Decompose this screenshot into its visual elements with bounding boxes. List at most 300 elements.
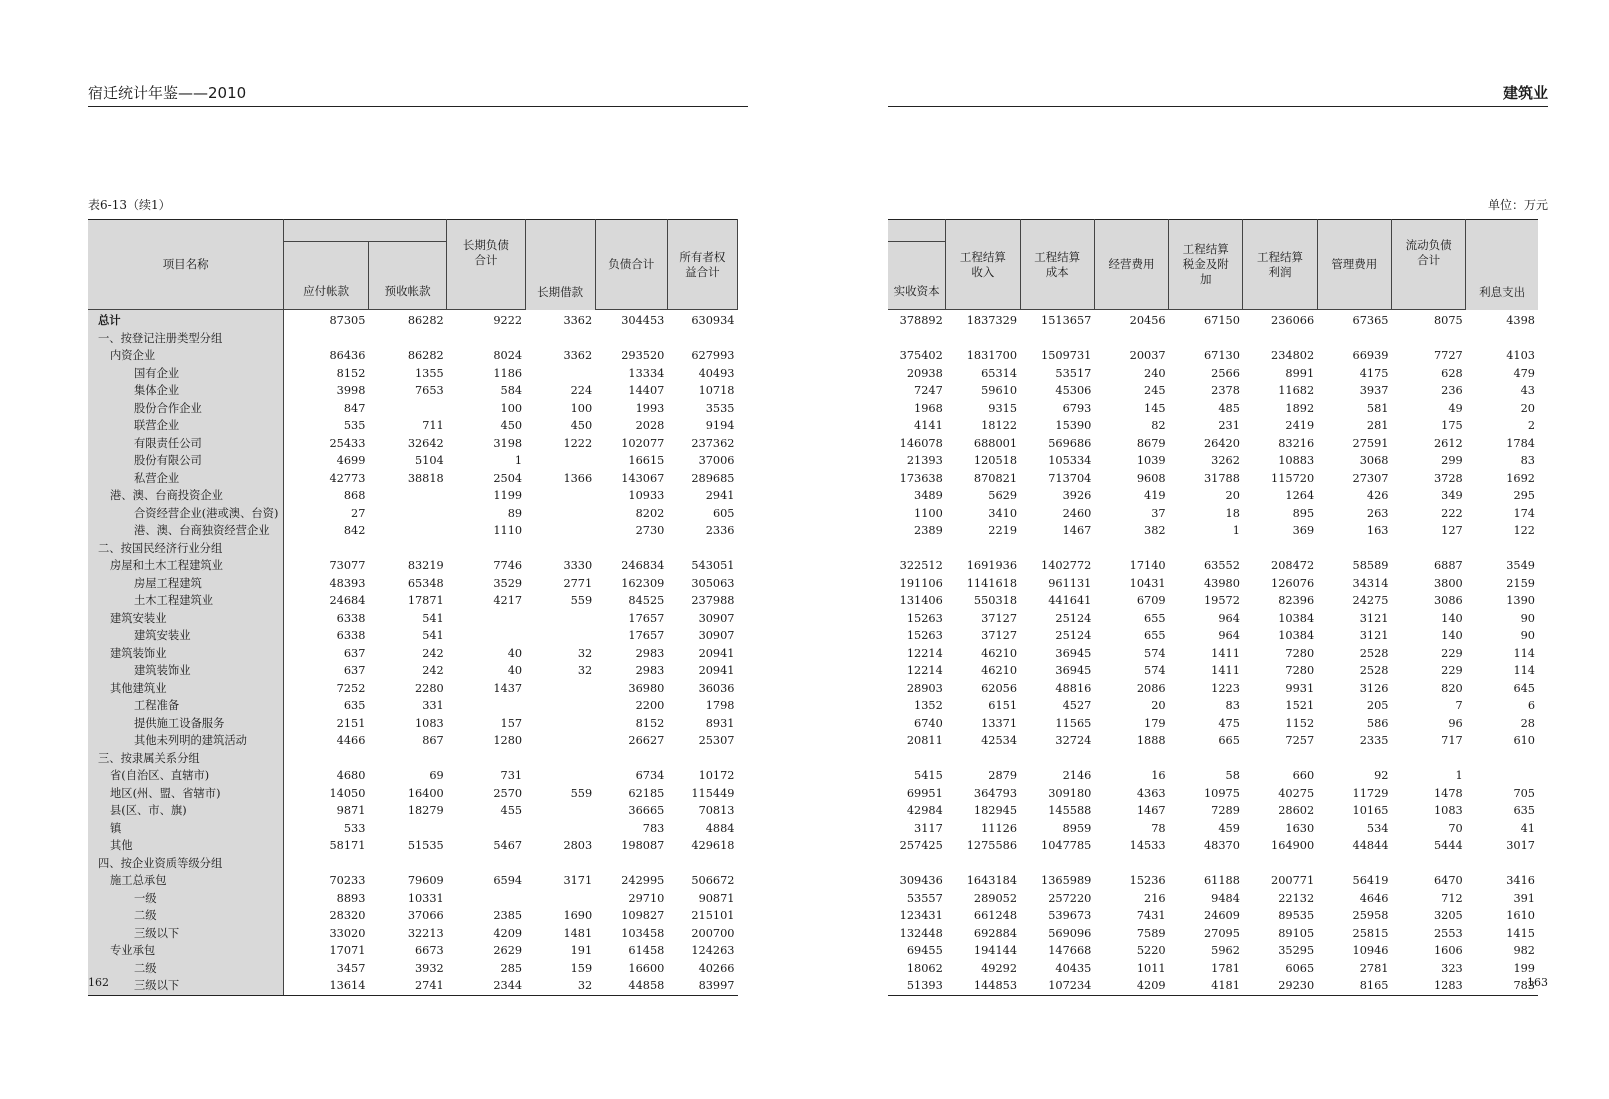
cell-value: 4646 (1359, 891, 1389, 905)
cell-value: 3926 (1062, 489, 1092, 502)
table-row (888, 347, 1538, 365)
yearbook-title: 宿迁统计年鉴——2010 (88, 84, 247, 102)
col-header-group-blank (284, 220, 447, 242)
cell-value: 11126 (981, 821, 1018, 835)
cell-value: 62056 (981, 681, 1018, 695)
cell-value: 20 (1151, 699, 1166, 712)
table-row (888, 837, 1538, 855)
cell-value: 83219 (407, 559, 444, 572)
row-label: 县(区、市、旗) (88, 802, 284, 820)
cell-value: 4141 (914, 419, 943, 432)
row-label: 地区(州、盟、省辖市) (88, 785, 284, 803)
cell-value: 8152 (336, 366, 366, 380)
cell-value: 3529 (493, 576, 523, 590)
row-label: 合资经营企业(港或澳、台资) (88, 505, 284, 523)
cell-value: 24275 (1352, 594, 1389, 607)
cell-value: 96 (1448, 716, 1463, 730)
row-label: 建筑装饰业 (88, 645, 284, 663)
cell-value: 1415 (1506, 926, 1535, 940)
cell-value: 84525 (628, 594, 665, 607)
cell-value: 2200 (635, 699, 665, 712)
cell-value: 89535 (1278, 909, 1315, 922)
left-table-body (88, 310, 738, 996)
cell-value: 123431 (899, 909, 943, 922)
cell-value: 2528 (1359, 664, 1389, 677)
cell-value (1094, 855, 1168, 873)
cell-value: 2389 (914, 524, 943, 537)
cell-value: 309436 (899, 874, 943, 887)
table-caption: 表6-13（续1） (88, 198, 171, 212)
cell-value: 3416 (1506, 874, 1535, 887)
cell-value: 25124 (1055, 629, 1092, 642)
cell-value: 27307 (1352, 471, 1389, 485)
cell-value: 17071 (329, 944, 366, 957)
cell-value: 53517 (1055, 366, 1092, 380)
cell-value: 713704 (1048, 471, 1092, 485)
cell-value (525, 505, 595, 523)
cell-value: 10384 (1278, 611, 1315, 625)
cell-value: 1798 (705, 699, 735, 712)
cell-value: 83 (1225, 699, 1240, 712)
cell-value: 29230 (1243, 977, 1317, 995)
cell-value: 3068 (1359, 454, 1389, 467)
col-header-interest-expense: 利息支出 (1466, 220, 1538, 310)
cell-value: 3410 (988, 506, 1018, 520)
cell-value: 40 (507, 646, 523, 660)
cell-value: 3262 (1211, 454, 1240, 467)
cell-value: 1390 (1506, 594, 1535, 607)
table-row (888, 907, 1538, 925)
cell-value: 37 (1151, 506, 1166, 520)
cell-value: 5962 (1211, 944, 1240, 957)
cell-value: 20811 (906, 734, 943, 747)
cell-value: 237362 (691, 436, 735, 450)
cell-value (1020, 750, 1094, 768)
cell-value: 13334 (628, 366, 665, 380)
table-row (888, 855, 1538, 873)
cell-value: 200700 (691, 926, 735, 940)
cell-value: 459 (1218, 821, 1240, 835)
cell-value (667, 750, 737, 768)
cell-value (525, 697, 595, 715)
table-row (888, 872, 1538, 890)
cell-value: 6709 (1136, 594, 1166, 607)
cell-value (368, 400, 446, 418)
cell-value: 964 (1218, 629, 1240, 642)
cell-value: 1222 (563, 436, 593, 450)
cell-value: 127 (1441, 524, 1463, 537)
table-row (88, 575, 738, 593)
table-row (88, 820, 738, 838)
cell-value: 5467 (493, 839, 523, 852)
cell-value (447, 890, 525, 908)
cell-value: 7280 (1285, 664, 1315, 677)
cell-value: 246834 (621, 559, 665, 572)
cell-value (1466, 855, 1538, 873)
cell-value: 114 (1513, 646, 1535, 660)
cell-value: 655 (1144, 611, 1166, 625)
cell-value: 66939 (1352, 349, 1389, 362)
cell-value: 584 (500, 384, 523, 397)
cell-value: 6740 (914, 716, 943, 730)
cell-value (667, 855, 737, 873)
cell-value: 63552 (1203, 559, 1240, 572)
cell-value: 8165 (1317, 977, 1391, 995)
table-row (888, 662, 1538, 680)
cell-value: 42534 (981, 734, 1018, 747)
cell-value (525, 610, 595, 628)
cell-value: 6 (1527, 699, 1535, 712)
table-row (88, 680, 738, 698)
cell-value: 146078 (899, 436, 943, 450)
cell-value (525, 767, 595, 785)
cell-value (447, 627, 525, 645)
cell-value: 61458 (628, 944, 665, 957)
table-row (88, 310, 738, 330)
cell-value (1094, 540, 1168, 558)
cell-value (888, 855, 946, 873)
cell-value: 3932 (415, 961, 444, 975)
cell-value: 51393 (888, 977, 946, 995)
table-row (888, 767, 1538, 785)
cell-value (525, 890, 595, 908)
cell-value (667, 540, 737, 558)
cell-value (1466, 750, 1538, 768)
cell-value: 18062 (906, 961, 943, 975)
cell-value: 8202 (635, 506, 665, 520)
cell-value: 3937 (1359, 384, 1389, 397)
cell-value: 82396 (1278, 594, 1315, 607)
cell-value: 140 (1441, 611, 1463, 625)
cell-value: 1610 (1506, 909, 1535, 922)
table-row (88, 365, 738, 383)
cell-value: 1467 (1136, 804, 1166, 817)
cell-value: 1047785 (1041, 839, 1092, 852)
cell-value: 1831700 (966, 349, 1018, 362)
cell-value: 70 (1448, 821, 1463, 835)
col-header-settlement-revenue: 工程结算 收入 (946, 220, 1020, 310)
cell-value (525, 715, 595, 733)
left-page-number: 162 (88, 976, 109, 989)
cell-value: 3489 (914, 489, 943, 502)
table-row (888, 802, 1538, 820)
cell-value: 7653 (415, 384, 444, 397)
cell-value: 208472 (1271, 559, 1315, 572)
cell-value: 40 (507, 664, 523, 677)
table-row (88, 750, 738, 768)
table-row (88, 942, 738, 960)
cell-value: 7431 (1136, 909, 1166, 922)
cell-value: 8931 (705, 716, 735, 730)
table-row (88, 785, 738, 803)
cell-value: 6338 (336, 629, 366, 642)
row-label: 三级以下 (88, 925, 284, 943)
cell-value: 83 (1520, 454, 1535, 467)
cell-value: 331 (422, 699, 444, 712)
cell-value: 2983 (635, 664, 665, 677)
cell-value (284, 330, 369, 348)
cell-value: 86282 (407, 349, 444, 362)
cell-value: 1039 (1136, 454, 1166, 467)
cell-value: 222 (1441, 506, 1463, 520)
cell-value: 475 (1218, 716, 1240, 730)
cell-value: 688001 (973, 436, 1018, 450)
cell-value: 191 (570, 944, 593, 957)
cell-value: 6594 (493, 874, 523, 887)
cell-value: 236 (1441, 384, 1463, 397)
table-row (88, 330, 738, 348)
cell-value (1466, 540, 1538, 558)
cell-value: 6151 (988, 699, 1018, 712)
cell-value: 1781 (1211, 961, 1240, 975)
cell-value: 1402772 (1041, 559, 1092, 572)
cell-value: 3126 (1359, 681, 1389, 695)
col-header-group-blank (888, 220, 946, 242)
cell-value: 163 (1366, 524, 1389, 537)
cell-value: 2385 (493, 909, 523, 922)
cell-value: 26627 (628, 734, 665, 747)
row-label: 土木工程建筑业 (88, 592, 284, 610)
cell-value: 1186 (493, 366, 523, 380)
cell-value (667, 330, 737, 348)
cell-value: 1691936 (966, 559, 1018, 572)
cell-value: 1264 (1285, 489, 1315, 502)
col-header-current-liabilities: 流动负债 合计 (1391, 220, 1465, 310)
table-row (888, 925, 1538, 943)
table-row (888, 557, 1538, 575)
cell-value: 637 (343, 664, 366, 677)
cell-value: 40493 (698, 366, 735, 380)
cell-value: 6338 (336, 611, 366, 625)
cell-value: 4680 (336, 769, 366, 782)
row-label: 一、按登记注册类型分组 (88, 330, 284, 348)
cell-value (368, 540, 446, 558)
cell-value: 382 (1144, 524, 1166, 537)
cell-value: 27591 (1352, 436, 1389, 450)
cell-value: 842 (343, 524, 366, 537)
cell-value: 304453 (621, 314, 665, 327)
table-row (88, 627, 738, 645)
cell-value: 1083 (1433, 804, 1463, 817)
cell-value: 6470 (1433, 874, 1463, 887)
cell-value (525, 540, 595, 558)
cell-value: 205 (1366, 699, 1389, 712)
cell-value: 58171 (329, 839, 366, 852)
cell-value (1466, 330, 1538, 348)
cell-value: 322512 (899, 559, 943, 572)
table-row (88, 610, 738, 628)
cell-value: 27 (351, 506, 366, 520)
cell-value: 1606 (1433, 944, 1463, 957)
cell-value (525, 365, 595, 383)
table-row (88, 662, 738, 680)
cell-value: 2566 (1211, 366, 1240, 380)
cell-value: 28903 (906, 681, 943, 695)
cell-value (595, 750, 667, 768)
cell-value (1020, 540, 1094, 558)
table-row (88, 592, 738, 610)
cell-value: 46210 (981, 646, 1018, 660)
table-row (88, 400, 738, 418)
row-label: 房屋工程建筑 (88, 575, 284, 593)
table-row (88, 907, 738, 925)
cell-value: 783 (1466, 977, 1538, 995)
cell-value: 299 (1441, 454, 1463, 467)
cell-value: 20456 (1129, 314, 1166, 327)
cell-value: 1888 (1136, 734, 1166, 747)
table-row (88, 540, 738, 558)
row-label: 其他未列明的建筑活动 (88, 732, 284, 750)
cell-value: 105334 (1048, 454, 1092, 467)
row-label: 有限责任公司 (88, 435, 284, 453)
cell-value: 3086 (1433, 594, 1463, 607)
cell-value: 8679 (1136, 436, 1166, 450)
cell-value (1391, 540, 1465, 558)
table-row (88, 470, 738, 488)
row-label: 房屋和土木工程建筑业 (88, 557, 284, 575)
cell-value: 3362 (563, 349, 593, 362)
row-label: 其他 (88, 837, 284, 855)
cell-value (1391, 750, 1465, 768)
cell-value: 847 (343, 401, 366, 415)
cell-value (284, 750, 369, 768)
cell-value: 7257 (1285, 734, 1315, 747)
cell-value: 8152 (635, 716, 665, 730)
cell-value: 9871 (336, 804, 366, 817)
cell-value: 628 (1441, 366, 1463, 380)
cell-value: 323 (1441, 961, 1463, 975)
cell-value: 4699 (336, 454, 366, 467)
cell-value: 586 (1366, 716, 1389, 730)
cell-value: 375402 (899, 349, 943, 362)
cell-value: 574 (1144, 664, 1166, 677)
left-page (88, 0, 748, 1099)
cell-value: 69455 (906, 944, 943, 957)
row-label: 建筑安装业 (88, 627, 284, 645)
cell-value: 2803 (563, 839, 593, 852)
table-row (88, 417, 738, 435)
cell-value: 100 (500, 401, 523, 415)
row-label: 港、澳、台商独资经营企业 (88, 522, 284, 540)
cell-value: 10975 (1203, 786, 1240, 800)
cell-value: 1141618 (966, 576, 1018, 590)
cell-value (447, 855, 525, 873)
cell-value (1020, 330, 1094, 348)
cell-value: 10933 (628, 489, 665, 502)
table-row (88, 505, 738, 523)
cell-value: 2280 (415, 681, 444, 695)
col-header-settlement-cost: 工程结算 成本 (1020, 220, 1094, 310)
cell-value: 1481 (563, 926, 593, 940)
cell-value: 16615 (628, 454, 665, 467)
cell-value: 36945 (1055, 664, 1092, 677)
row-label: 三、按隶属关系分组 (88, 750, 284, 768)
cell-value (946, 750, 1020, 768)
cell-value (1094, 750, 1168, 768)
cell-value: 6793 (1062, 401, 1092, 415)
table-row (88, 767, 738, 785)
cell-value (946, 855, 1020, 873)
cell-value: 305063 (691, 576, 735, 590)
cell-value: 90 (1520, 611, 1535, 625)
cell-value: 1199 (493, 489, 523, 502)
table-row (888, 310, 1538, 330)
cell-value: 2151 (336, 716, 366, 730)
cell-value: 293520 (621, 349, 665, 362)
cell-value: 115720 (1271, 471, 1315, 485)
cell-value: 200771 (1271, 874, 1315, 887)
cell-value: 14533 (1129, 839, 1166, 852)
cell-value: 82 (1151, 419, 1166, 432)
cell-value: 173638 (899, 471, 943, 485)
cell-value: 485 (1218, 401, 1240, 415)
cell-value: 86436 (329, 349, 366, 362)
cell-value: 240 (1144, 366, 1166, 380)
cell-value (1169, 330, 1243, 348)
cell-value: 229 (1441, 646, 1463, 660)
cell-value (946, 330, 1020, 348)
cell-value: 9315 (988, 401, 1018, 415)
cell-value: 69951 (906, 786, 943, 800)
cell-value: 15263 (906, 611, 943, 625)
cell-value: 67365 (1352, 314, 1389, 327)
cell-value: 6887 (1433, 559, 1463, 572)
cell-value: 1275586 (966, 839, 1018, 852)
cell-value: 533 (343, 821, 366, 835)
cell-value: 7280 (1285, 646, 1315, 660)
cell-value: 70813 (698, 804, 735, 817)
col-header-long-term-liabilities: 长期负债 合计 (447, 220, 525, 310)
cell-value: 20941 (698, 646, 735, 660)
cell-value: 65314 (981, 366, 1018, 380)
cell-value: 92 (1374, 769, 1389, 782)
cell-value: 2344 (447, 977, 525, 995)
cell-value: 4209 (493, 926, 523, 940)
cell-value: 4217 (493, 594, 523, 607)
cell-value: 4398 (1506, 313, 1535, 327)
cell-value: 9194 (705, 419, 735, 432)
cell-value: 37066 (407, 909, 444, 922)
cell-value: 234802 (1271, 349, 1315, 362)
table-row (888, 645, 1538, 663)
cell-value: 43980 (1203, 576, 1240, 590)
cell-value (525, 330, 595, 348)
cell-value: 281 (1366, 419, 1389, 432)
cell-value: 2771 (563, 576, 593, 590)
cell-value: 18 (1225, 506, 1240, 520)
cell-value: 15390 (1055, 419, 1092, 432)
cell-value: 1993 (635, 401, 665, 415)
cell-value: 3330 (563, 559, 593, 572)
cell-value: 237988 (691, 594, 735, 607)
cell-value: 1837329 (966, 314, 1018, 327)
table-row (888, 750, 1538, 768)
cell-value: 655 (1144, 629, 1166, 642)
cell-value: 1521 (1285, 699, 1315, 712)
cell-value: 109827 (621, 909, 665, 922)
table-row (888, 452, 1538, 470)
table-row (88, 960, 738, 978)
cell-value: 191106 (899, 576, 943, 590)
cell-value: 36665 (628, 804, 665, 817)
table-row (888, 785, 1538, 803)
cell-value: 1892 (1285, 401, 1315, 415)
cell-value: 711 (422, 419, 444, 432)
cell-value: 1411 (1211, 664, 1240, 677)
cell-value (1317, 855, 1391, 873)
cell-value: 36980 (628, 681, 665, 695)
cell-value: 102077 (621, 436, 665, 450)
